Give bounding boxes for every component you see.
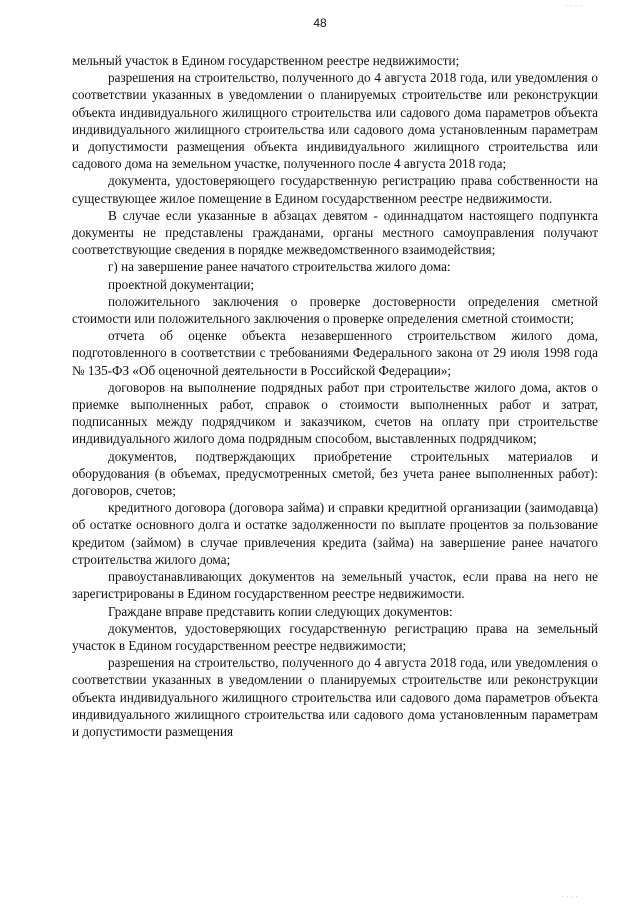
page-number: 48 <box>313 16 327 30</box>
paragraph: Граждане вправе представить копии следующих документов: <box>108 603 453 619</box>
paragraph: В случае если указанные в абзацах девятом - одиннадцатом настоящего подпункта документы не представлены гражданами, органы местного самоуправления получают соответствующие сведения в порядке межведомственного взаимодействия; <box>72 207 598 258</box>
paragraph: разрешения на строительство, полученного до 4 августа 2018 года, или уведомления о соответствии указанных в уведомлении о планируемых строительстве или реконструкции объекта индивидуального жилищного строительства или садового дома параметров объекта индивидуального жилищного строительства или садового дома установленным параметрам и допустимости размещения объекта индивидуального жилищного строительства или садового дома на земельном участке, полученного после 4 августа 2018 года; <box>72 70 598 172</box>
paragraph: положительного заключения о проверке достоверности определения сметной стоимости или положительного заключения о проверке определения сметной стоимости; <box>72 293 598 327</box>
paragraph: разрешения на строительство, полученного до 4 августа 2018 года, или уведомления о соответствии указанных в уведомлении о планируемых строительстве или реконструкции объекта индивидуального жилищного строительства или садового дома параметров объекта индивидуального жилищного строительства или садового дома установленным параметрам и допустимости размещения <box>72 655 598 739</box>
paragraph: проектной документации; <box>108 276 255 292</box>
paragraph: отчета об оценке объекта незавершенного строительством жилого дома, подготовленного в соответствии с требованиями Федерального закона от 29 июля 1998 года № 135-ФЗ «Об оценочной деятельности в Российской Федерации»; <box>72 328 598 378</box>
paragraph: правоустанавливающих документов на земельный участок, если права на него не зарегистрированы в Едином государственном реестре недвижимости. <box>72 569 598 602</box>
paragraph: договоров на выполнение подрядных работ при строительстве жилого дома, актов о приемке выполненных работ, справок о стоимости выполненных работ и затрат, подписанных между подрядчиком и заказчиком, счетов на оплату при строительстве индивидуального жилого дома подрядным способом, выставленных подрядчиком; <box>72 379 598 447</box>
paragraph: документов, удостоверяющих государственную регистрацию права на земельный участок в Едином государственном реестре недвижимости; <box>72 620 598 653</box>
paragraph: документа, удостоверяющего государственную регистрацию права собственности на существующее жилое помещение в Едином государственном реестре недвижимости. <box>72 173 598 206</box>
scan-mark-bottom: · · · · <box>562 893 578 901</box>
paragraph: кредитного договора (договора займа) и справки кредитной организации (заимодавца) об остатке основного долга и остатке задолженности по выплате процентов за пользование кредитом (займом) в случае привлечения кредита (займа) на завершение ранее начатого строительства жилого дома; <box>72 500 598 567</box>
scan-mark-top: · · · · <box>566 2 582 10</box>
paragraph: документов, подтверждающих приобретение строительных материалов и оборудования (в объемах, предусмотренных сметой, без учета ранее выполненных работ): договоров, счетов; <box>72 448 598 499</box>
paragraph: мельный участок в Едином государственном реестре недвижимости; <box>72 53 460 68</box>
paragraph: г) на завершение ранее начатого строительства жилого дома: <box>108 259 451 275</box>
document-body <box>72 52 598 740</box>
